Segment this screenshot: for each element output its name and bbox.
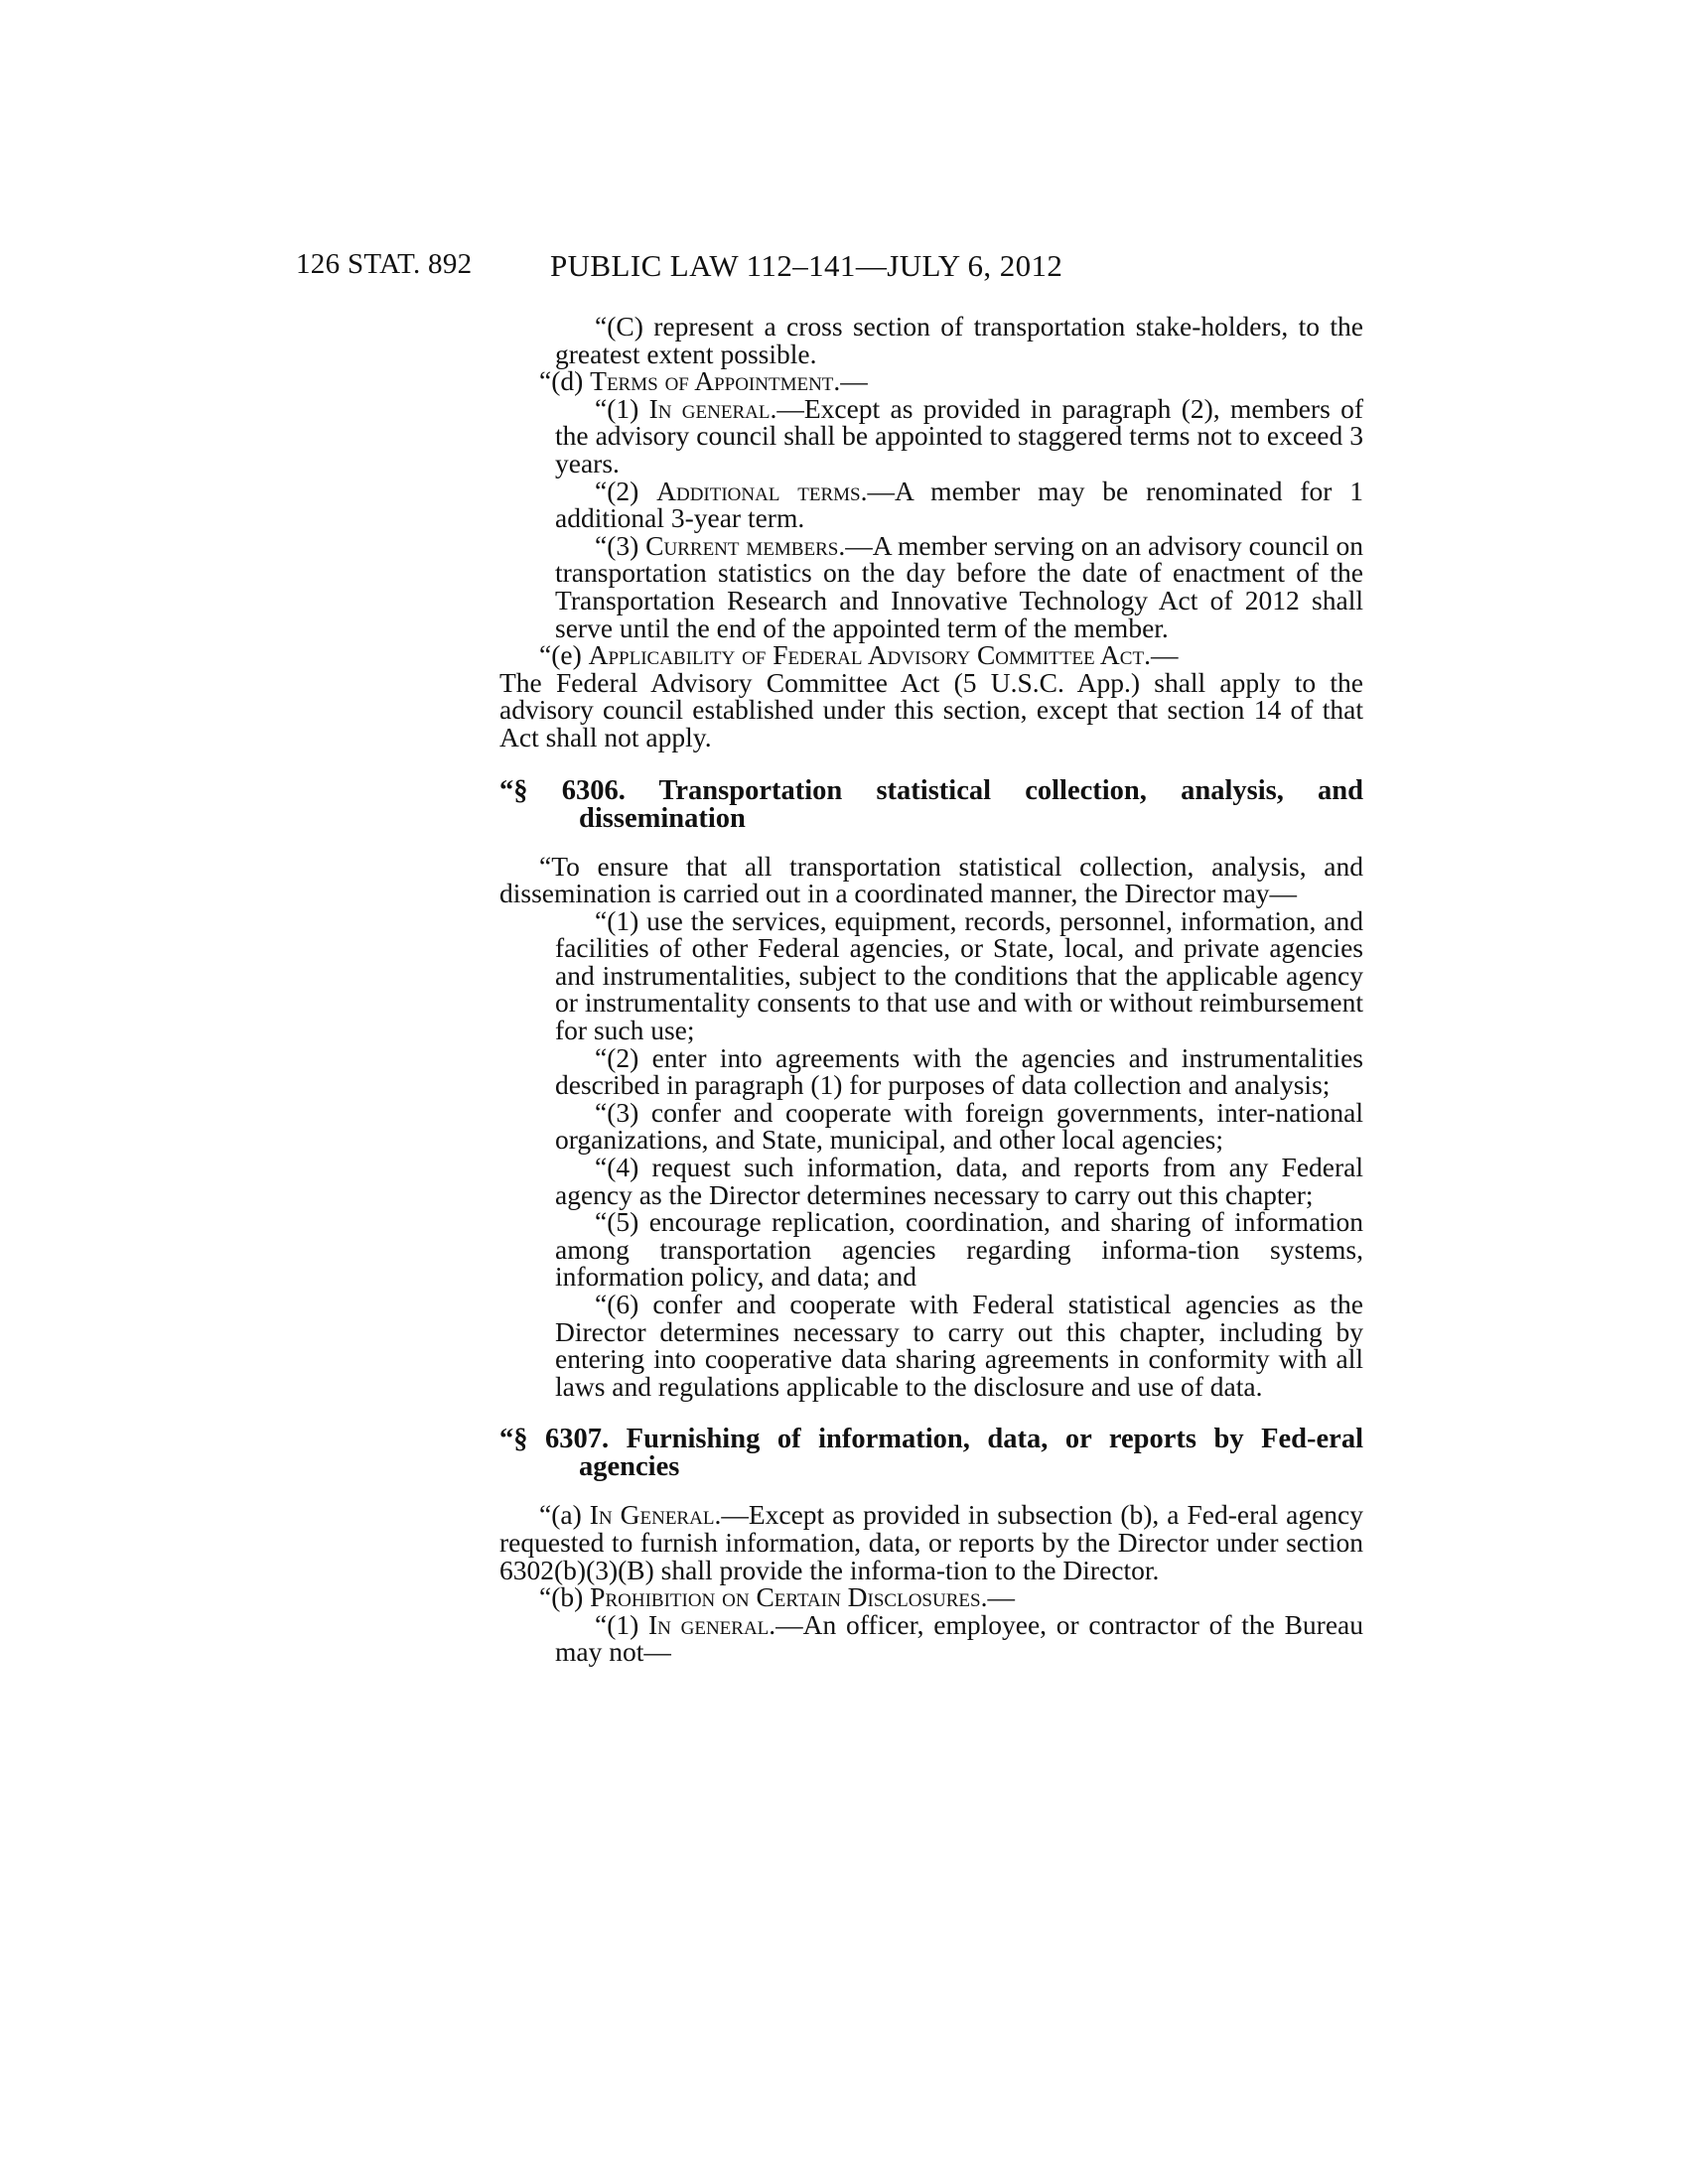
subsection-d-title: Terms of Appointment xyxy=(590,365,834,397)
section-6306-intro: “To ensure that all transportation statistical collection, analysis, and dissemination is carried out in a coordinated manner, the Director may— xyxy=(499,850,1363,909)
paragraph-d2-text: .—A member may be renominated for 1 additional 3-year term. xyxy=(555,475,1363,534)
section-6306-item: “(1) use the services, equipment, records, personnel, information, and facilities of other Federal agencies, or State, local, and private agencies and instrumentalities, subject to the conditions that the applicable agency or instrumentality consents to that use and with or without reimbursement for such use; xyxy=(555,904,1363,1046)
paragraph-d1-text: .—Except as provided in paragraph (2), members of the advisory council shall be appointed to staggered terms not to exceed 3 years. xyxy=(555,392,1363,478)
page-header xyxy=(0,248,1688,288)
section-6306-item: “(5) encourage replication, coordination, and sharing of information among transportation agencies regarding informa-tion systems, information policy, and data; and xyxy=(555,1206,1363,1293)
law-title: PUBLIC LAW 112–141—JULY 6, 2012 xyxy=(550,248,1063,283)
paragraph-d1-label: “(1) xyxy=(595,392,649,424)
paragraph-b1-text: .—An officer, employee, or contractor of the Bureau may not— xyxy=(555,1608,1363,1668)
document-body xyxy=(499,313,1363,1666)
section-6306-item: “(3) confer and cooperate with foreign governments, inter-national organizations, and State, municipal, and other local agencies; xyxy=(555,1096,1363,1156)
subsection-a-title: In General xyxy=(589,1499,715,1531)
paragraph-b1-label: “(1) xyxy=(595,1608,649,1640)
paragraph-d2-title: Additional terms xyxy=(656,475,861,506)
paragraph-d3-title: Current members xyxy=(645,529,839,561)
paragraph-d1 xyxy=(555,392,1363,478)
subsection-a xyxy=(499,1501,1363,1583)
statute-reference: 126 STAT. 892 xyxy=(296,248,473,280)
subsection-e xyxy=(499,641,1363,669)
subsection-b-title: Prohibition on Certain Disclosures xyxy=(590,1581,981,1613)
subsection-b-dash: .— xyxy=(980,1581,1015,1613)
subsection-a-text: .—Except as provided in subsection (b), a Fed-eral agency requested to furnish information, data, or reports by the Director under section 6302(b)(3)(B) shall provide the informa-tion to the Director. xyxy=(499,1499,1364,1585)
subsection-b-label: “(b) xyxy=(539,1581,591,1613)
paragraph-c: “(C) represent a cross section of transportation stake-holders, to the greatest extent possible. xyxy=(555,311,1363,369)
subsection-d-label: “(d) xyxy=(539,365,591,397)
paragraph-d1-title: In general xyxy=(648,392,771,424)
paragraph-d3-label: “(3) xyxy=(595,529,646,561)
paragraph-d2 xyxy=(555,475,1363,534)
paragraph-d3-text: .—A member serving on an advisory council on transportation statistics on the day before the date of enactment of the Transportation Research and Innovative Technology Act of 2012 shall serve until the end of the appointed term of the member. xyxy=(555,529,1363,643)
section-6307-heading: “§ 6307. Furnishing of information, data, or reports by Fed-eral agencies xyxy=(499,1424,1363,1483)
subsection-e-dash: .— xyxy=(1144,639,1179,671)
subsection-d-dash: .— xyxy=(833,365,868,397)
paragraph-b1-title: In general xyxy=(648,1608,770,1640)
paragraph-d2-label: “(2) xyxy=(595,475,657,506)
subsection-e-text: The Federal Advisory Committee Act (5 U.S.C. App.) shall apply to the advisory council established under this section, except that section 14 of that Act shall not apply. xyxy=(499,666,1363,752)
subsection-d-heading xyxy=(499,367,1363,395)
paragraph-d3 xyxy=(555,529,1363,643)
section-6306-item: “(6) confer and cooperate with Federal statistical agencies as the Director determines necessary to carry out this chapter, including by entering into cooperative data sharing agreements in conformity with all laws and regulations applicable to the disclosure and use of data. xyxy=(555,1289,1363,1402)
section-6306-item: “(4) request such information, data, and reports from any Federal agency as the Director determines necessary to carry out this chapter; xyxy=(555,1152,1363,1210)
subsection-a-label: “(a) xyxy=(539,1499,590,1531)
section-6306-item: “(2) enter into agreements with the agencies and instrumentalities described in paragraph (1) for purposes of data collection and analysis; xyxy=(555,1041,1363,1101)
subsection-e-label: “(e) xyxy=(539,639,589,671)
paragraph-b1 xyxy=(555,1608,1363,1668)
subsection-e-title: Applicability of Federal Advisory Committee Act xyxy=(588,639,1145,671)
subsection-b-heading xyxy=(499,1583,1363,1611)
section-6306-heading: “§ 6306. Transportation statistical collection, analysis, and dissemination xyxy=(499,774,1363,834)
